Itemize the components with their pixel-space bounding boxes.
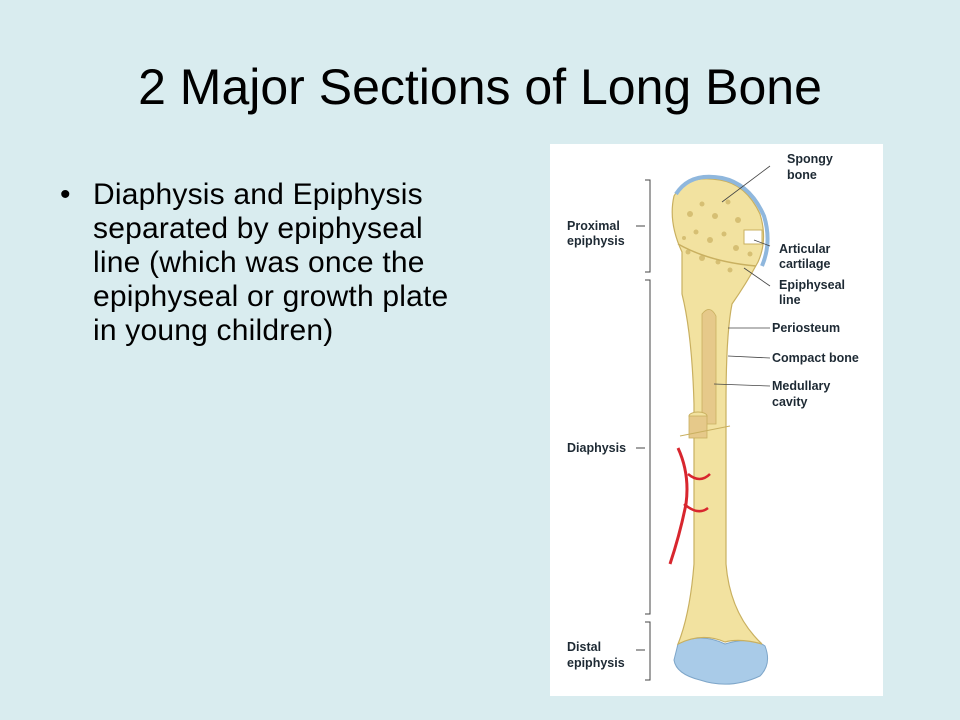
- bullet-marker: •: [60, 178, 71, 211]
- bone-illustration: [670, 177, 768, 684]
- long-bone-diagram: [550, 144, 883, 696]
- label-epiphyseal-line-1: Epiphyseal: [779, 278, 845, 292]
- label-articular-cartilage-2: cartilage: [779, 257, 831, 271]
- label-distal-epiphysis-2: epiphysis: [567, 656, 625, 670]
- label-medullary-cavity-1: Medullary: [772, 379, 831, 393]
- label-epiphyseal-line-2: line: [779, 293, 801, 307]
- label-spongy-bone-2: bone: [787, 168, 817, 182]
- bullet-item: Diaphysis and Epiphysis separated by epiphyseal line (which was once the epiphyseal or growth plate in young children): [93, 178, 449, 347]
- label-medullary-cavity-2: cavity: [772, 395, 808, 409]
- bullet-list: [60, 178, 460, 348]
- label-proximal-epiphysis-2: epiphysis: [567, 234, 625, 248]
- label-spongy-bone-1: Spongy: [787, 152, 833, 166]
- label-proximal-epiphysis-1: Proximal: [567, 219, 620, 233]
- label-diaphysis: Diaphysis: [567, 441, 627, 455]
- label-articular-cartilage-1: Articular: [779, 242, 831, 256]
- slide-title: 2 Major Sections of Long Bone: [138, 59, 822, 115]
- label-compact-bone: Compact bone: [772, 351, 859, 365]
- section-brackets: [636, 180, 650, 680]
- label-distal-epiphysis-1: Distal: [567, 640, 602, 654]
- label-periosteum: Periosteum: [772, 321, 841, 335]
